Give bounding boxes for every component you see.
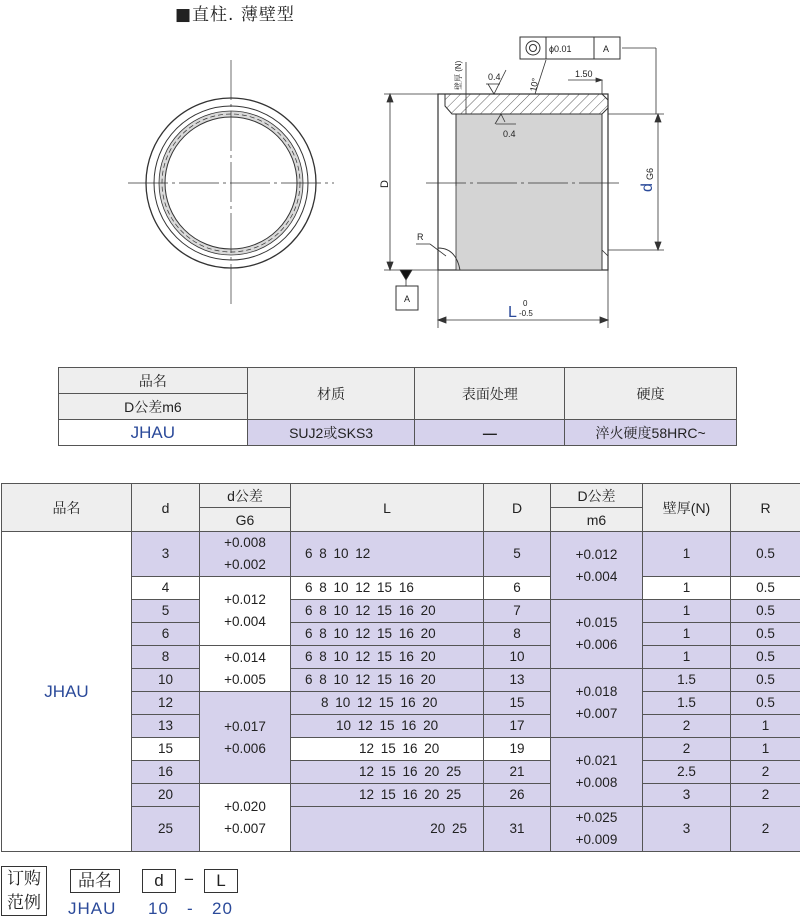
cell-L: 6 8 10 12 15 16 20 [291,600,484,623]
cell-Dtol: +0.021 +0.008 [551,738,643,807]
spec-header-hardness: 硬度 [565,368,737,420]
cell-R: 0.5 [731,600,800,623]
cell-dtol: +0.012 +0.004 [200,577,291,646]
cell-wall: 1 [643,646,731,669]
h-L: L [291,484,484,532]
h-dtol: d公差 [200,484,291,508]
cell-wall: 1.5 [643,692,731,715]
dim-name: JHAU [2,532,132,852]
cell-L: 10 12 15 16 20 [291,715,484,738]
order-ex-L: 20 [212,899,233,918]
cell-Dtol: +0.012 +0.004 [551,532,643,600]
cell-dtol: +0.017 +0.006 [200,692,291,784]
cell-D: 31 [484,807,551,852]
R-label: R [417,232,424,242]
cell-Dtol: +0.018 +0.007 [551,669,643,738]
cell-L: 12 15 16 20 [291,738,484,761]
L-label: L [508,304,517,321]
h-wall: 壁厚(N) [643,484,731,532]
cell-L: 6 8 10 12 15 16 20 [291,669,484,692]
h-name: 品名 [2,484,132,532]
cell-R: 0.5 [731,577,800,600]
h-Dtol: D公差 [551,484,643,508]
cell-wall: 2.5 [643,761,731,784]
d-tol-label: G6 [645,167,655,180]
technical-drawing [0,0,800,340]
spec-header-material: 材质 [247,368,415,420]
cell-L: 6 8 10 12 [291,532,484,577]
order-label-top: 订购 [7,869,41,888]
order-ex-name: JHAU [68,899,117,918]
cell-D: 13 [484,669,551,692]
cell-wall: 3 [643,807,731,852]
cell-dtol: +0.008 +0.002 [200,532,291,577]
cell-R: 1 [731,715,800,738]
cell-d: 16 [132,761,200,784]
cell-L: 6 8 10 12 15 16 20 [291,623,484,646]
feature-control-frame [520,37,620,59]
front-view [128,60,334,306]
roughness-bottom: 0.4 [503,129,516,139]
spec-table [58,367,737,446]
cell-D: 26 [484,784,551,807]
cell-R: 0.5 [731,532,800,577]
h-dtol-sub: G6 [200,508,291,532]
cell-wall: 3 [643,784,731,807]
spec-surface: — [415,420,565,446]
cell-d: 4 [132,577,200,600]
cell-D: 8 [484,623,551,646]
wall-label: 壁厚 (N) [454,60,463,90]
cell-L: 6 8 10 12 15 16 [291,577,484,600]
order-box-d: d [142,869,176,893]
order-label-box [1,866,47,916]
h-R: R [731,484,800,532]
cell-L: 6 8 10 12 15 16 20 [291,646,484,669]
cell-D: 5 [484,532,551,577]
roughness-top: 0.4 [488,72,501,82]
order-box-L: L [204,869,238,893]
cell-D: 7 [484,600,551,623]
L-tol-upper: 0 [523,299,528,308]
cell-wall: 1 [643,532,731,577]
D-label: D [379,180,391,188]
cell-d: 20 [132,784,200,807]
order-box-name: 品名 [70,869,120,893]
cell-d: 6 [132,623,200,646]
cell-R: 0.5 [731,646,800,669]
spec-hardness: 淬火硬度58HRC~ [565,420,737,446]
cell-wall: 1 [643,577,731,600]
cell-Dtol: +0.015 +0.006 [551,600,643,669]
cell-D: 15 [484,692,551,715]
h-Dtol-sub: m6 [551,508,643,532]
dimension-table [1,483,800,852]
datum-label: A [404,294,411,304]
cell-R: 0.5 [731,669,800,692]
cell-d: 13 [132,715,200,738]
order-ex-d: 10 [148,899,169,918]
cell-D: 6 [484,577,551,600]
side-view [426,94,622,270]
chamfer-label: 1.50 [575,69,593,79]
cell-R: 1 [731,738,800,761]
cell-d: 3 [132,532,200,577]
order-dash: − [184,870,195,889]
spec-material: SUJ2或SKS3 [247,420,415,446]
d-label: d [639,183,656,192]
L-tol-lower: -0.5 [519,309,533,318]
cell-L: 12 15 16 20 25 [291,784,484,807]
cell-wall: 1.5 [643,669,731,692]
cell-Dtol: +0.025 +0.009 [551,807,643,852]
order-ex-dash: - [187,899,194,918]
cell-L: 20 25 [291,807,484,852]
cell-R: 0.5 [731,692,800,715]
order-label-bottom: 范例 [7,893,41,912]
cell-dtol: +0.014 +0.005 [200,646,291,692]
cell-R: 0.5 [731,623,800,646]
cell-R: 2 [731,784,800,807]
cell-wall: 1 [643,623,731,646]
spec-header-name: 品名 [59,368,248,394]
cell-wall: 2 [643,715,731,738]
h-D: D [484,484,551,532]
cell-d: 10 [132,669,200,692]
cell-L: 8 10 12 15 16 20 [291,692,484,715]
cell-d: 15 [132,738,200,761]
spec-header-surface: 表面处理 [415,368,565,420]
cell-R: 2 [731,807,800,852]
concentricity-value: ϕ0.01 [549,44,572,54]
cell-D: 17 [484,715,551,738]
h-d: d [132,484,200,532]
spec-name: JHAU [59,420,248,446]
datum-ref: A [603,44,610,54]
cell-wall: 2 [643,738,731,761]
cell-R: 2 [731,761,800,784]
cell-D: 21 [484,761,551,784]
cell-L: 12 15 16 20 25 [291,761,484,784]
section-title: ■直柱. 薄壁型 [175,5,295,25]
cell-D: 10 [484,646,551,669]
cell-d: 8 [132,646,200,669]
cell-d: 25 [132,807,200,852]
cell-wall: 1 [643,600,731,623]
cell-D: 19 [484,738,551,761]
angle-label: 10° [528,77,541,93]
spec-header-tol: D公差m6 [59,394,248,420]
cell-d: 5 [132,600,200,623]
cell-d: 12 [132,692,200,715]
cell-dtol: +0.020 +0.007 [200,784,291,852]
